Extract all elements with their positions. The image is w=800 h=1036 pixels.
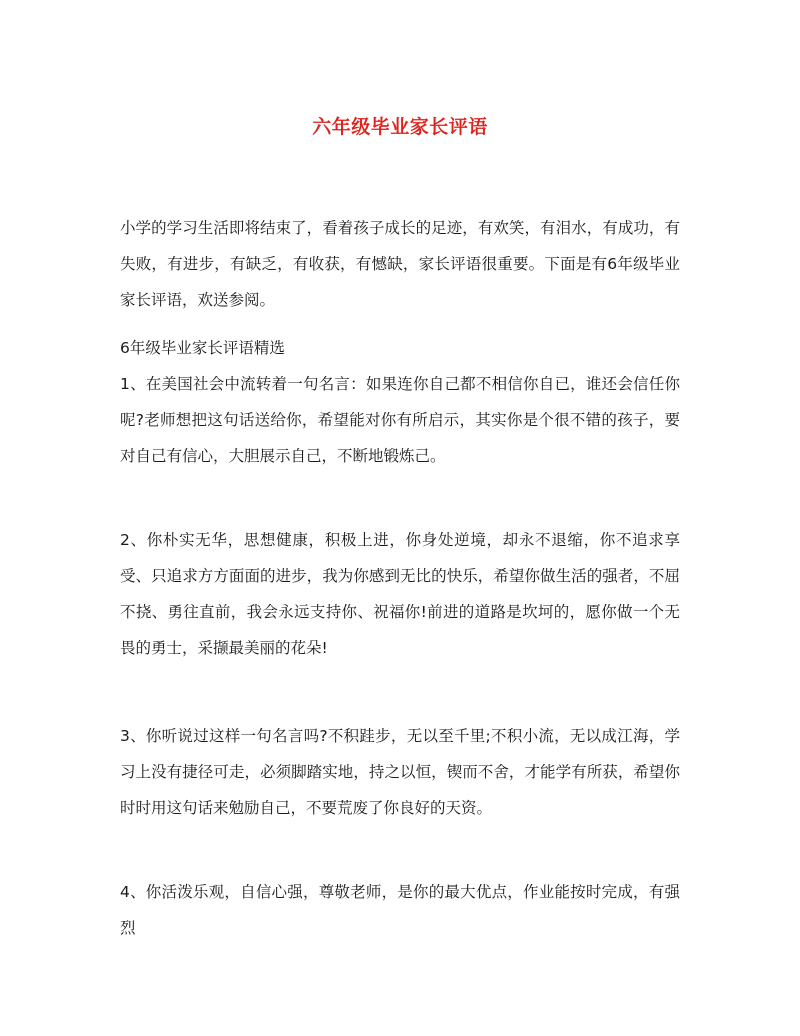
section-heading: 6年级毕业家长评语精选 bbox=[120, 339, 285, 357]
comment-paragraph-4: 4、你活泼乐观，自信心强，尊敬老师，是你的最大优点，作业能按时完成，有强烈 bbox=[120, 883, 680, 937]
comment-paragraph-3: 3、你听说过这样一句名言吗?不积跬步，无以至千里;不积小流，无以成江海，学习上没有捷径可走，必须脚踏实地，持之以恒，锲而不舍，才能学有所获，希望你时时用这句话来勉励自己，不要荒废了你良好的天资。 bbox=[120, 727, 680, 817]
comment-paragraph-2: 2、你朴实无华，思想健康，积极上进，你身处逆境，却永不退缩，你不追求享受、只追求方方面面的进步，我为你感到无比的快乐，希望你做生活的强者，不屈不挠、勇往直前，我会永远支持你、祝福你!前进的道路是坎坷的，愿你做一个无畏的勇士，采撷最美丽的花朵! bbox=[120, 531, 680, 657]
intro-paragraph: 小学的学习生活即将结束了，看着孩子成长的足迹，有欢笑，有泪水，有成功，有失败，有进步，有缺乏，有收获，有憾缺，家长评语很重要。下面是有6年级毕业家长评语，欢送参阅。 bbox=[120, 219, 680, 309]
comment-paragraph-1: 1、在美国社会中流转着一句名言：如果连你自己都不相信你自已，谁还会信任你呢?老师想把这句话送给你，希望能对你有所启示，其实你是个很不错的孩子，要对自己有信心，大胆展示自己，不断地锻炼己。 bbox=[120, 375, 680, 465]
document-title: 六年级毕业家长评语 bbox=[312, 116, 488, 138]
